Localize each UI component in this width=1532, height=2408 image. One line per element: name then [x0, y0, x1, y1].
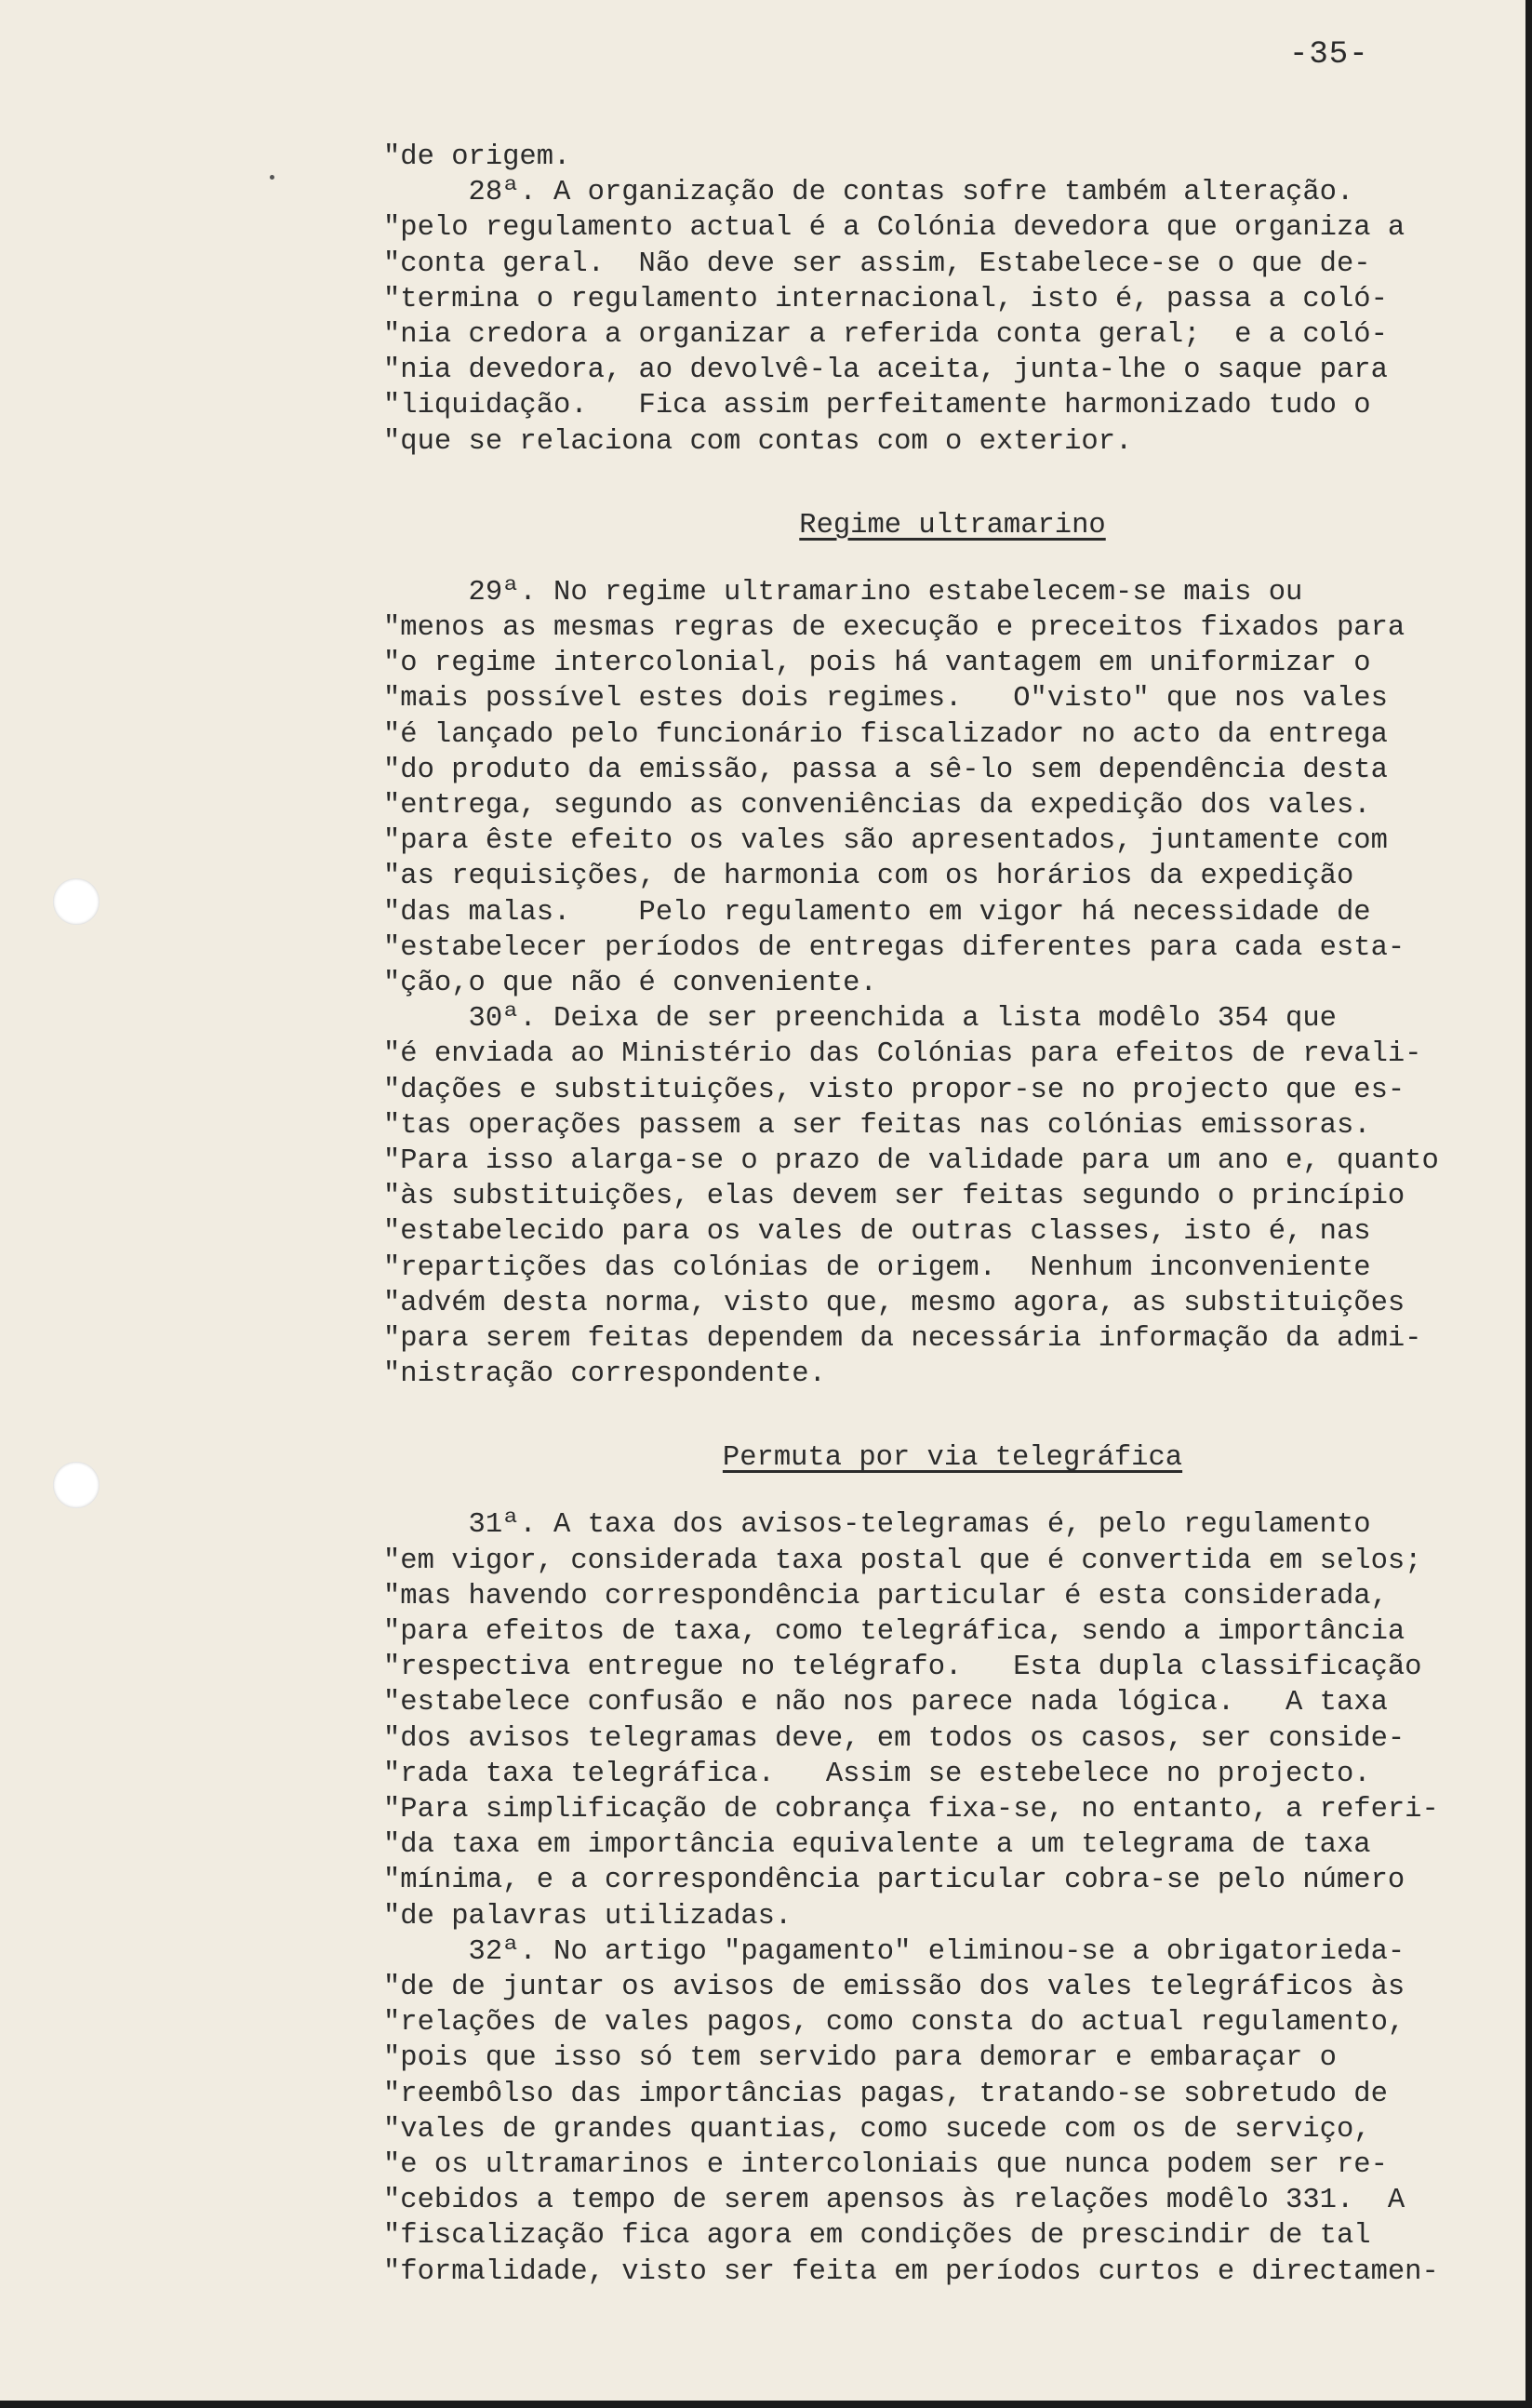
text-line: "e os ultramarinos e intercoloniais que nunca podem ser re- [383, 2149, 1388, 2181]
text-line: "conta geral. Não deve ser assim, Estabelece-se o que de- [383, 247, 1371, 280]
text-line: "tas operações passem a ser feitas nas colónias emissoras. [383, 1109, 1371, 1142]
section-heading [383, 508, 1522, 543]
text-line: "pois que isso só tem servido para demorar e embaraçar o [383, 2042, 1337, 2075]
page-number: -35- [1289, 37, 1369, 73]
text-line: "pelo regulamento actual é a Colónia devedora que organiza a [383, 212, 1405, 245]
text-line: "ção,o que não é conveniente. [383, 968, 877, 999]
text-line: "mas havendo correspondência particular é esta considerada, [383, 1580, 1388, 1612]
text-line: "às substituições, elas devem ser feitas segundo o princípio [383, 1181, 1405, 1213]
text-line: "o regime intercolonial, pois há vantagem em uniformizar o [383, 648, 1371, 680]
text-line: 32ª. No artigo "pagamento" eliminou-se a obrigatorieda- [383, 1935, 1405, 1968]
text-line: "estabelece confusão e não nos parece nada lógica. A taxa [383, 1687, 1388, 1719]
text-line: "liquidação. Fica assim perfeitamente harmonizado tudo o [383, 390, 1371, 422]
text-line: "nistração correspondente. [383, 1358, 826, 1391]
text-line: "repartições das colónias de origem. Nenhum inconveniente [383, 1251, 1371, 1284]
text-line: "formalidade, visto ser feita em períodos curtos e directamen- [383, 2255, 1439, 2288]
text-line: "é enviada ao Ministério das Colónias para efeitos de revali- [383, 1038, 1422, 1071]
text-line: 30ª. Deixa de ser preenchida a lista modêlo 354 que [383, 1003, 1337, 1036]
text-line: "rada taxa telegráfica. Assim se estebelece no projecto. [383, 1758, 1371, 1790]
text-line: "de de juntar os avisos de emissão dos vales telegráficos às [383, 1972, 1405, 2003]
text-line: "nia credora a organizar a referida conta geral; e a coló- [383, 319, 1388, 351]
text-line: "respectiva entregue no telégrafo. Esta dupla classificação [383, 1652, 1422, 1684]
text-line: "vales de grandes quantias, como sucede com os de serviço, [383, 2113, 1371, 2146]
punch-hole-top [53, 878, 100, 925]
text-line: "menos as mesmas regras de execução e preceitos fixados para [383, 612, 1405, 644]
text-line: "fiscalização fica agora em condições de prescindir de tal [383, 2220, 1371, 2253]
text-line: "as requisições, de harmonia com os horários da expedição [383, 861, 1354, 893]
punch-hole-bottom [53, 1462, 100, 1508]
text-line: 31ª. A taxa dos avisos-telegramas é, pelo regulamento [383, 1509, 1371, 1542]
text-line: "reembôlso das importâncias pagas, tratando-se sobretudo de [383, 2078, 1388, 2110]
text-line: "que se relaciona com contas com o exterior. [383, 425, 1133, 458]
text-line: "dos avisos telegramas deve, em todos os casos, ser conside- [383, 1722, 1405, 1755]
text-line: 29ª. No regime ultramarino estabelecem-se mais ou [383, 576, 1303, 609]
text-line: "estabelecer períodos de entregas diferentes para cada esta- [383, 931, 1405, 964]
text-line: "do produto da emissão, passa a sê-lo sem dependência desta [383, 754, 1388, 786]
text-line: "Para isso alarga-se o prazo de validade para um ano e, quanto [383, 1145, 1439, 1177]
text-line: "entrega, segundo as conveniências da expedição dos vales. [383, 790, 1371, 822]
text-line: "é lançado pelo funcionário fiscalizador no acto da entrega [383, 718, 1388, 751]
text-line: "para serem feitas dependem da necessária informação da admi- [383, 1323, 1422, 1355]
text-line: "para êste efeito os vales são apresentados, juntamente com [383, 825, 1388, 858]
text-line: "Para simplificação de cobrança fixa-se, no entanto, a referi- [383, 1794, 1439, 1826]
text-line: "cebidos a tempo de serem apensos às relações modêlo 331. A [383, 2185, 1405, 2217]
text-line: "dações e substituições, visto propor-se no projecto que es- [383, 1074, 1405, 1106]
text-line: "termina o regulamento internacional, isto é, passa a coló- [383, 283, 1388, 315]
text-line: "mínima, e a correspondência particular cobra-se pelo número [383, 1865, 1405, 1897]
text-line: "de palavras utilizadas. [383, 1900, 793, 1933]
text-line: "da taxa em importância equivalente a um telegrama de taxa [383, 1829, 1371, 1862]
section-heading-text: Permuta por via telegráfica [722, 1442, 1183, 1475]
section-heading-text: Regime ultramarino [799, 509, 1106, 542]
text-line: "nia devedora, ao devolvê-la aceita, junta-lhe o saque para [383, 355, 1388, 387]
text-line: "das malas. Pelo regulamento em vigor há necessidade de [383, 896, 1371, 929]
text-line: "em vigor, considerada taxa postal que é convertida em selos; [383, 1545, 1422, 1577]
text-line: "mais possível estes dois regimes. O"visto" que nos vales [383, 683, 1388, 716]
section-heading [383, 1440, 1522, 1476]
text-line: "para efeitos de taxa, como telegráfica, sendo a importância [383, 1616, 1405, 1648]
text-line: "estabelecido para os vales de outras classes, isto é, nas [383, 1216, 1371, 1249]
text-line: 28ª. A organização de contas sofre também alteração. [383, 177, 1354, 209]
margin-dot [270, 175, 274, 180]
text-line: "relações de vales pagos, como consta do actual regulamento, [383, 2007, 1405, 2040]
text-line: "advém desta norma, visto que, mesmo agora, as substituições [383, 1287, 1405, 1319]
text-line: "de origem. [383, 141, 571, 173]
